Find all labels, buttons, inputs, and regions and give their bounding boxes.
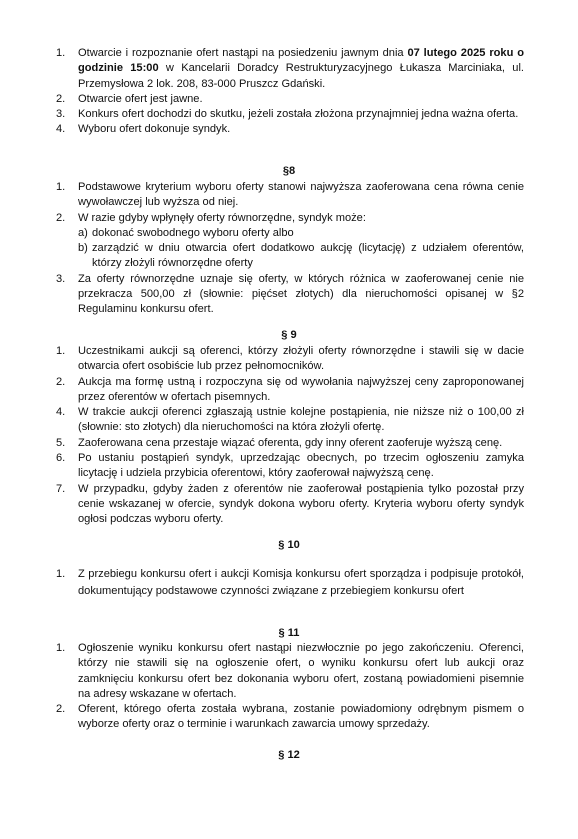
item-text: Otwarcie ofert jest jawne. — [78, 92, 203, 105]
item-number: 3. — [56, 108, 66, 121]
list-item — [56, 702, 524, 733]
item-text: Oferent, którego oferta została wybrana, zostanie powiadomiony odrębnym pismem o wyborze oferty oraz o terminie i warunkach zawarcia umowy sprzedaży. — [78, 703, 524, 731]
item-number: 5. — [56, 436, 66, 449]
list-item — [56, 641, 524, 702]
item-number: 1. — [56, 181, 66, 193]
section-11-list — [56, 641, 524, 733]
section-10-heading: § 10 — [278, 539, 300, 551]
sub-item-letter: b) — [78, 242, 88, 255]
list-item — [56, 436, 524, 451]
section-8-list — [56, 180, 524, 318]
list-item — [56, 92, 524, 107]
list-item — [56, 375, 524, 406]
item-text: Podstawowe kryterium wyboru oferty stanowi najwyższa zaoferowana cena równa cenie wywoławczej lub wyższa od niej. — [78, 181, 524, 209]
section-9-heading: § 9 — [281, 329, 297, 341]
item-text: W przypadku, gdyby żaden z oferentów nie zaoferował postąpienia tylko pozostał przy cenie wskazanej w ofercie, syndyk dokona wyboru oferty. Kryteria wyboru oferty syndyk ogłosi podczas wyboru oferty. — [78, 482, 524, 526]
item-text: w Kancelarii Doradcy Restrukturyzacyjnego Łukasza Marciniaka, ul. Przemysłowa 2 lok. 208, 83-000 Pruszcz Gdański. — [78, 62, 524, 90]
item-text: W razie gdyby wpłynęły oferty równorzędne, syndyk może: — [78, 211, 366, 224]
item-text-bold: 07 lutego 2025 roku o godzinie 15:00 — [78, 47, 524, 75]
item-number: 2. — [56, 92, 66, 105]
item-text: Za oferty równorzędne uznaje się oferty, w których różnica w zaoferowanej cenie nie przekracza 500,00 zł (słownie: pięćset złotych) dla nieruchomości opisanej w §2 Regulaminu konkursu ofert. — [78, 272, 524, 316]
item-number: 2. — [56, 375, 66, 388]
item-text: Aukcja ma formę ustną i rozpoczyna się od wywołania najwyższej ceny zaproponowanej przez oferentów w ofertach pisemnych. — [78, 375, 524, 403]
list-item — [56, 180, 524, 211]
sub-list-item — [78, 226, 524, 241]
list-item — [56, 211, 524, 272]
list-item — [56, 344, 524, 375]
item-text: Z przebiegu konkursu ofert i aukcji Komisja konkursu ofert sporządza i podpisuje protokół, dokumentujący podstawowe czynności związane z przebiegiem konkursu ofert — [78, 568, 524, 597]
item-text: Po ustaniu postąpień syndyk, uprzedzając obecnych, po trzecim ogłoszeniu zamyka licytację i udziela przybicia oferentowi, który zaoferował najwyższą cenę. — [78, 452, 524, 480]
item-number: 6. — [56, 452, 66, 465]
item-number: 1. — [56, 642, 66, 654]
item-text: Zaoferowana cena przestaje wiązać oferenta, gdy inny oferent zaoferuje wyższą cenę. — [78, 436, 503, 449]
list-item — [56, 482, 524, 528]
intro-list — [56, 46, 524, 138]
item-number: 2. — [56, 211, 66, 224]
section-10-list — [56, 566, 524, 600]
list-item — [56, 566, 524, 600]
item-text: W trakcie aukcji oferenci zgłaszają ustnie kolejne postąpienia, nie niższe niż o 100,00 zł (słownie: sto złotych) dla nieruchomości na która złożyli ofertę. — [78, 406, 524, 434]
list-item — [56, 122, 524, 137]
item-text: Wyboru ofert dokonuje syndyk. — [78, 123, 231, 136]
list-item — [56, 405, 524, 436]
item-text: Ogłoszenie wyniku konkursu ofert nastąpi niezwłocznie po jego zakończeniu. Oferenci, którzy nie stawili się na ogłoszenie ofert, o wyniku konkursu ofert lub aukcji oraz zamknięciu konkursu ofert bez dokonania wyboru ofert, zostaną powiadomieni pisemnie na adresy wskazane w ofertach. — [78, 642, 524, 700]
item-number: 1. — [56, 568, 66, 580]
list-item — [56, 272, 524, 318]
list-item — [56, 46, 524, 92]
item-number: 4. — [56, 123, 66, 136]
item-text: Uczestnikami aukcji są oferenci, którzy złożyli oferty równorzędne i stawili się w dacie otwarcia ofert osobiście lub przez pełnomocników. — [78, 345, 524, 373]
sub-item-text: zarządzić w dniu otwarcia ofert dodatkowo aukcję (licytację) z udziałem oferentów, którzy złożyli równorzędne oferty — [92, 242, 524, 270]
item-number: 3. — [56, 272, 66, 285]
sub-list — [78, 226, 524, 272]
section-11-heading: § 11 — [278, 627, 300, 639]
list-item — [56, 107, 524, 122]
item-number: 1. — [56, 47, 66, 59]
section-8-heading: §8 — [282, 165, 296, 177]
sub-item-text: dokonać swobodnego wyboru oferty albo — [92, 226, 294, 239]
sub-item-letter: a) — [78, 226, 88, 239]
item-text: Otwarcie i rozpoznanie ofert nastąpi na posiedzeniu jawnym dnia — [78, 47, 408, 59]
item-number: 4. — [56, 406, 66, 419]
list-item — [56, 451, 524, 482]
sub-list-item — [78, 241, 524, 272]
section-12-heading: § 12 — [278, 749, 300, 761]
item-number: 7. — [56, 482, 66, 495]
item-number: 2. — [56, 703, 66, 716]
item-text: Konkurs ofert dochodzi do skutku, jeżeli została złożona przynajmniej jedna ważna oferta. — [78, 108, 519, 121]
section-9-list — [56, 344, 524, 528]
item-number: 1. — [56, 345, 66, 357]
